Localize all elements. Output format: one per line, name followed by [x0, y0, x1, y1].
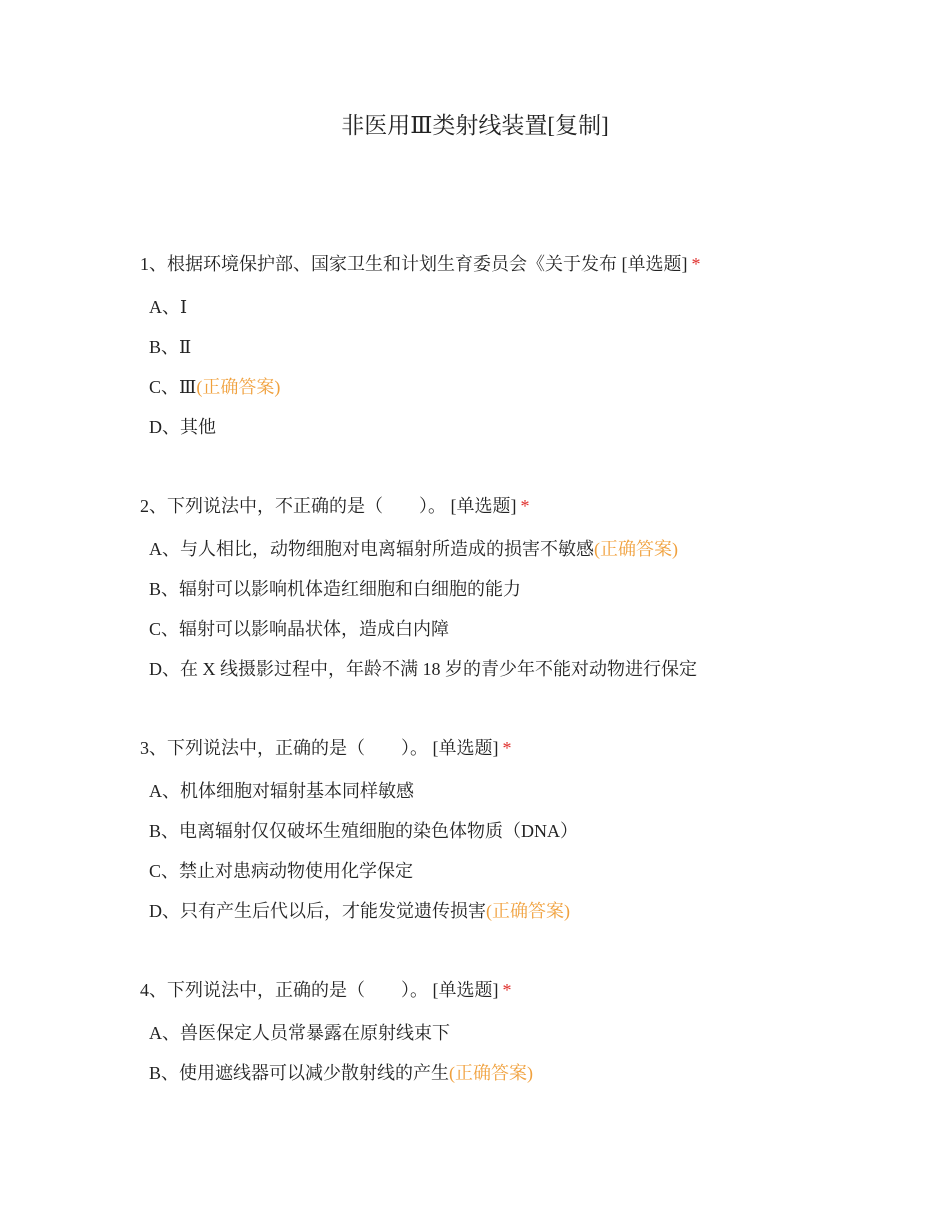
option-label: A、兽医保定人员常暴露在原射线束下 [149, 1023, 450, 1043]
question-3 [140, 735, 880, 939]
option-label: B、Ⅱ [149, 337, 192, 357]
option-label: B、电离辐射仅仅破坏生殖细胞的染色体物质（DNA） [149, 821, 579, 841]
correct-answer-tag: (正确答案) [486, 901, 570, 921]
option-list [140, 1021, 880, 1085]
option-label: D、只有产生后代以后，才能发觉遗传损害 [149, 901, 486, 921]
correct-answer-tag: (正确答案) [594, 539, 678, 559]
required-mark: * [502, 738, 512, 758]
option-label: C、禁止对患病动物使用化学保定 [149, 861, 414, 881]
correct-answer-tag: (正确答案) [449, 1063, 534, 1083]
question-text [140, 493, 880, 519]
question-label: 1、根据环境保护部、国家卫生和计划生育委员会《关于发布 [单选题] [140, 254, 688, 274]
option-d[interactable] [149, 657, 880, 681]
option-a[interactable] [149, 779, 880, 803]
option-d[interactable] [149, 899, 880, 923]
required-mark: * [520, 496, 530, 516]
option-a[interactable] [149, 1021, 880, 1045]
option-c[interactable] [149, 375, 880, 399]
option-c[interactable] [149, 859, 880, 883]
question-label: 3、下列说法中，正确的是（ ）。 [单选题] [140, 738, 499, 758]
page-title: 非医用Ⅲ类射线装置[复制] [341, 113, 609, 138]
option-label: A、机体细胞对辐射基本同样敏感 [149, 781, 414, 801]
question-text [140, 251, 880, 277]
question-label: 2、下列说法中，不正确的是（ ）。 [单选题] [140, 496, 517, 516]
option-b[interactable] [149, 335, 880, 359]
option-label: C、辐射可以影响晶状体，造成白内障 [149, 619, 450, 639]
option-label: B、辐射可以影响机体造红细胞和白细胞的能力 [149, 579, 522, 599]
option-label: A、Ⅰ [149, 297, 188, 317]
correct-answer-tag: (正确答案) [196, 377, 281, 397]
option-b[interactable] [149, 577, 880, 601]
required-mark: * [691, 254, 701, 274]
option-label: C、Ⅲ [149, 377, 197, 397]
question-label: 4、下列说法中，正确的是（ ）。 [单选题] [140, 980, 499, 1000]
option-d[interactable] [149, 415, 880, 439]
option-a[interactable] [149, 295, 880, 319]
question-2 [140, 493, 880, 697]
question-text [140, 735, 880, 761]
option-label: A、与人相比，动物细胞对电离辐射所造成的损害不敏感 [149, 539, 594, 559]
required-mark: * [502, 980, 512, 1000]
option-b[interactable] [149, 819, 880, 843]
option-b[interactable] [149, 1061, 880, 1085]
option-list [140, 295, 880, 439]
option-c[interactable] [149, 617, 880, 641]
option-list [140, 779, 880, 923]
option-list [140, 537, 880, 681]
option-label: D、其他 [149, 417, 216, 437]
question-1 [140, 251, 880, 455]
option-a[interactable] [149, 537, 880, 561]
question-4 [140, 977, 880, 1101]
option-label: D、在 X 线摄影过程中，年龄不满 18 岁的青少年不能对动物进行保定 [149, 659, 697, 679]
option-label: B、使用遮线器可以减少散射线的产生 [149, 1063, 450, 1083]
question-text [140, 977, 880, 1003]
